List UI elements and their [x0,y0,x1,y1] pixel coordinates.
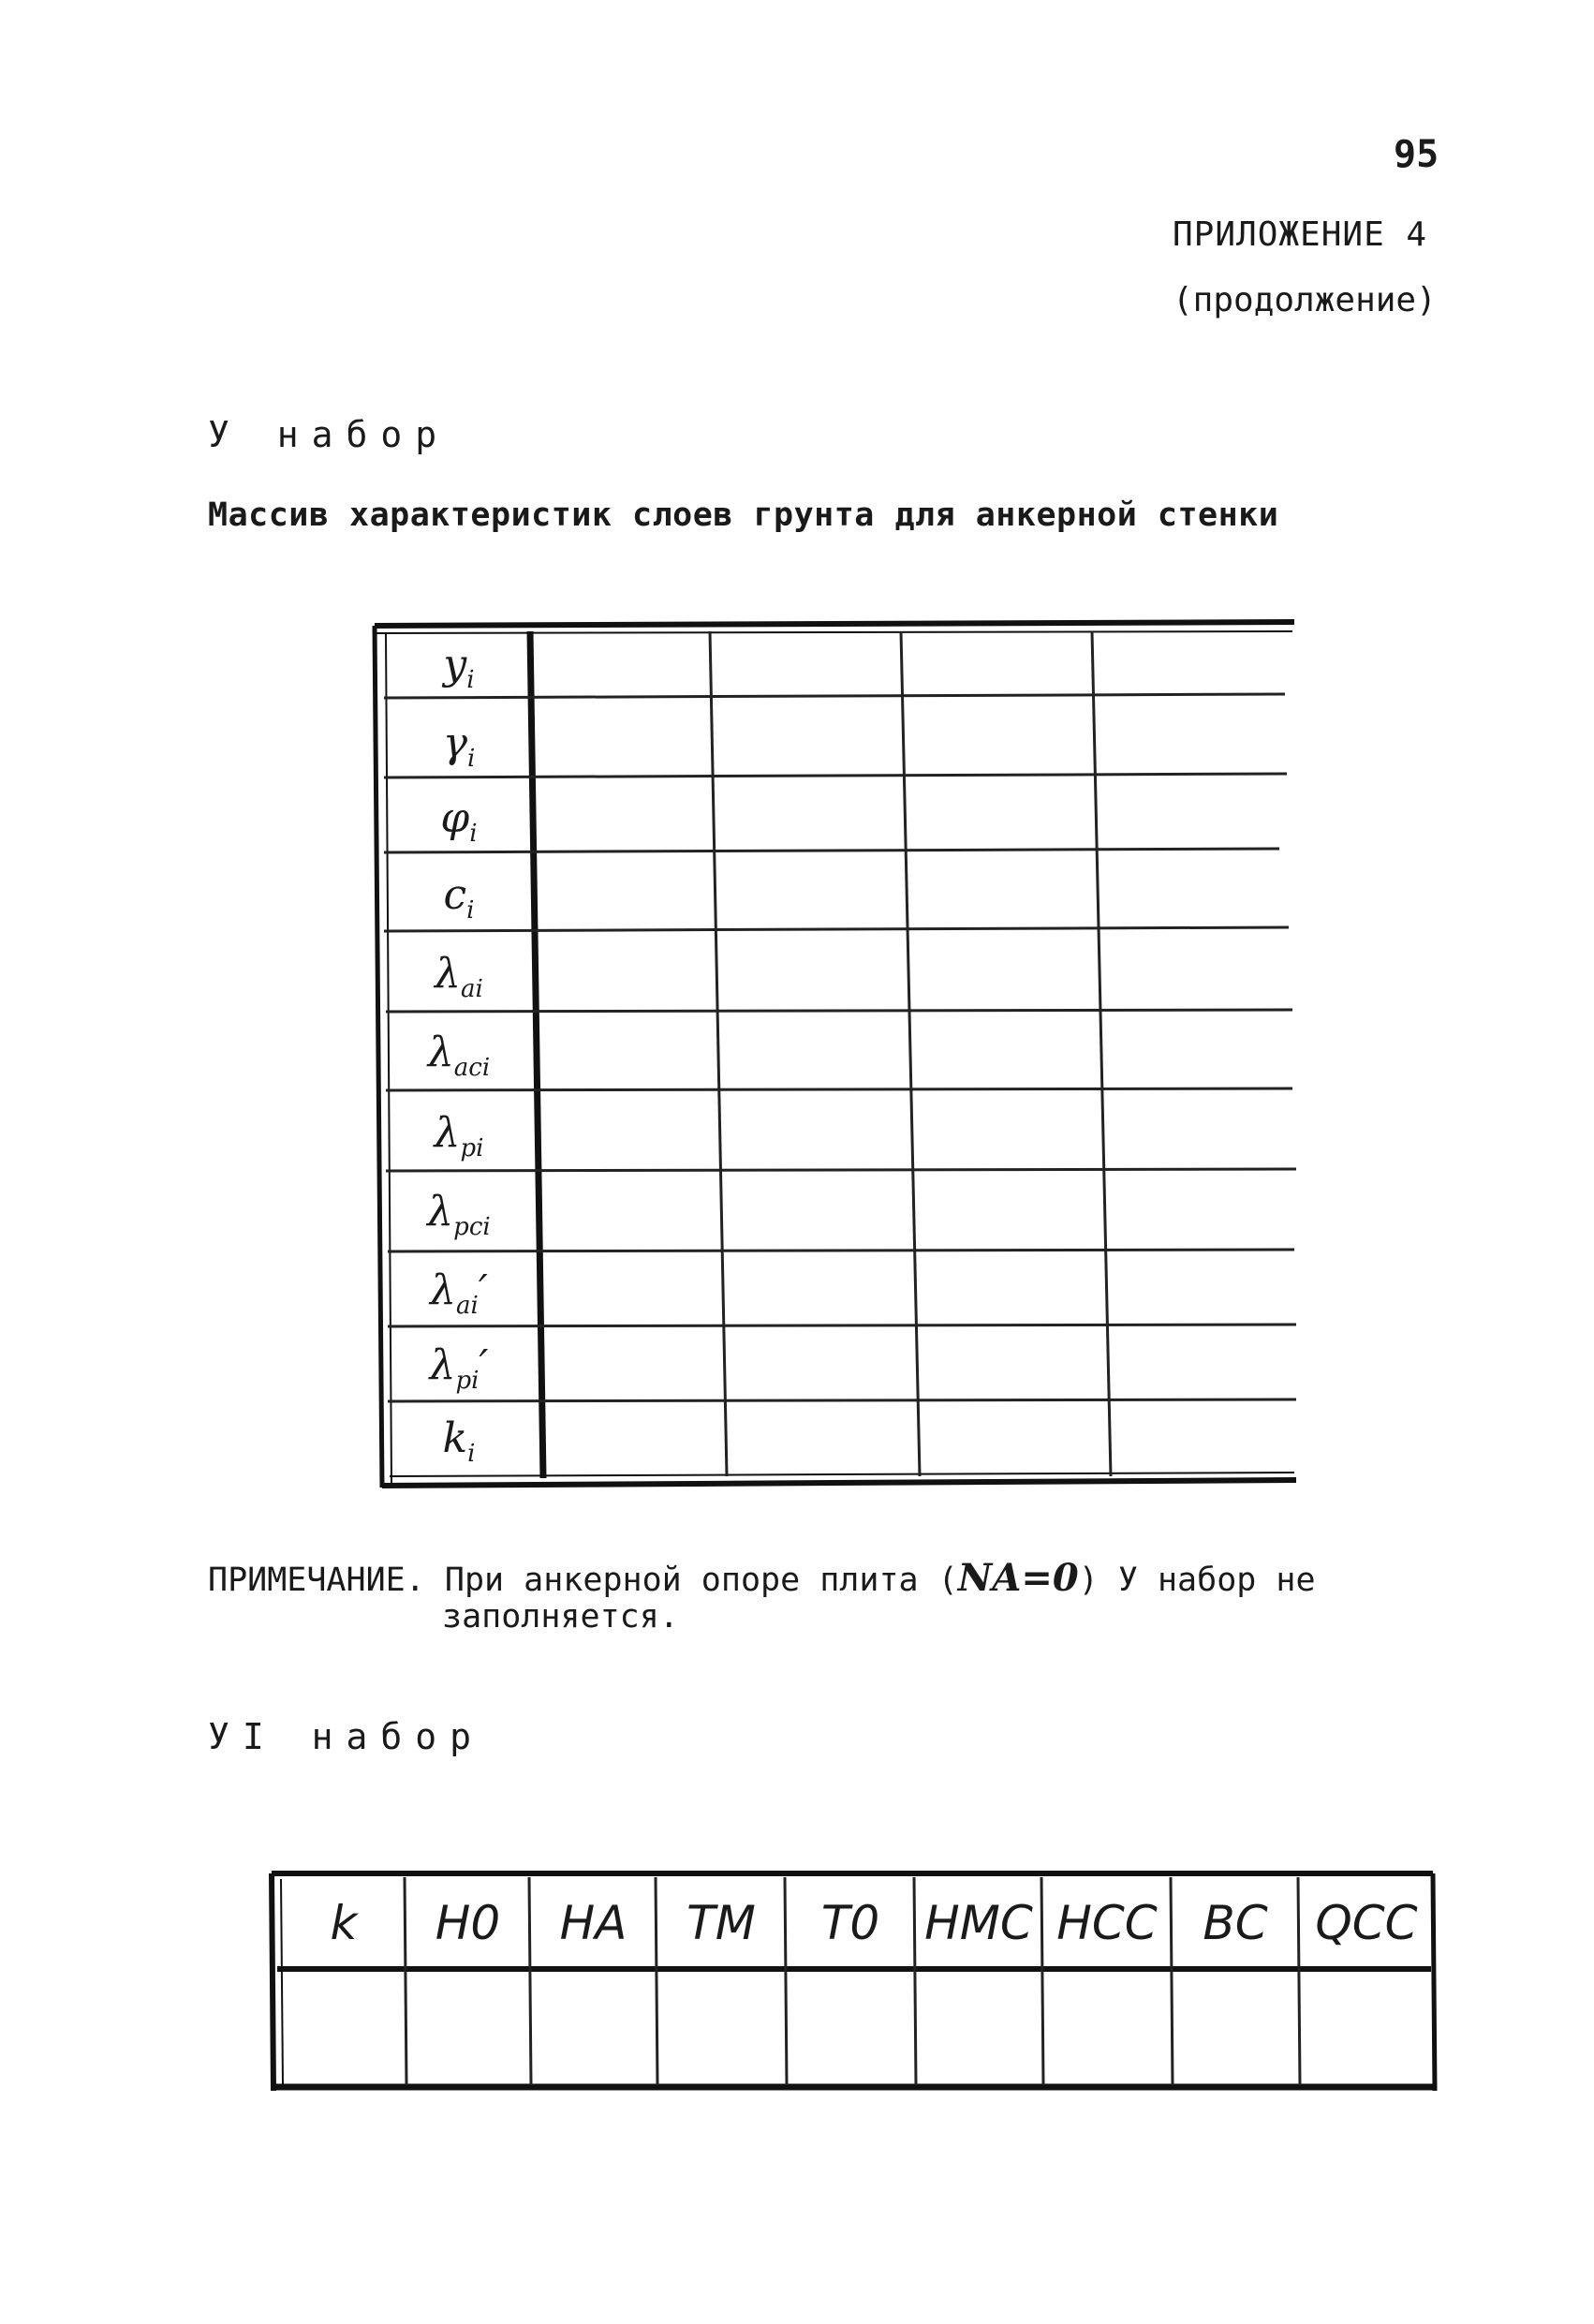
appendix-label: ПРИЛОЖЕНИЕ 4 [1173,215,1428,254]
note-line2: заполняется. [442,1598,679,1636]
row-label-c: $c_i$ [443,871,475,925]
col-header-bc: BC [1203,1896,1268,1950]
col-header-qcc: QCC [1315,1896,1418,1950]
note-formula: NA=0 [957,1556,1079,1600]
row-label-lambda-a: $\lambda_{ai}$ [435,950,483,1003]
page-number: 95 [1394,133,1439,176]
appendix-continuation: (продолжение) [1173,281,1437,319]
set5-heading: У набор [208,414,450,455]
col-header-t0: T0 [820,1896,880,1950]
col-header-tm: TM [686,1896,756,1950]
row-label-gamma: $\gamma_i$ [442,719,476,773]
row-label-lambda-ac: $\lambda_{aci}$ [427,1029,491,1082]
note-text-before: При анкерной опоре плита ( [444,1562,958,1599]
col-header-hcc: HCC [1056,1896,1158,1950]
col-header-ha: HA [559,1896,627,1950]
col-header-h0: H0 [435,1896,501,1950]
array-title: Массив характеристик слоев грунта для анкерной стенки [208,496,1279,534]
col-header-k: k [330,1896,358,1950]
row-label-lambda-p-prime: $\lambda_{pi}'$ [429,1341,489,1395]
row-label-phi: $\varphi_i$ [440,794,478,848]
row-label-lambda-pc: $\lambda_{pci}$ [427,1188,491,1241]
set6-heading: УI набор [208,1716,485,1757]
row-label-lambda-p: $\lambda_{pi}$ [434,1109,484,1162]
note-label: ПРИМЕЧАНИЕ. [208,1562,425,1599]
col-header-hmc: HMC [924,1896,1033,1950]
row-label-y: $y_i$ [443,641,475,694]
row-label-k: $k_i$ [442,1414,476,1468]
row-label-lambda-a-prime: $\lambda_{ai}'$ [430,1266,488,1320]
note-text-after: ) У набор не [1078,1562,1316,1599]
